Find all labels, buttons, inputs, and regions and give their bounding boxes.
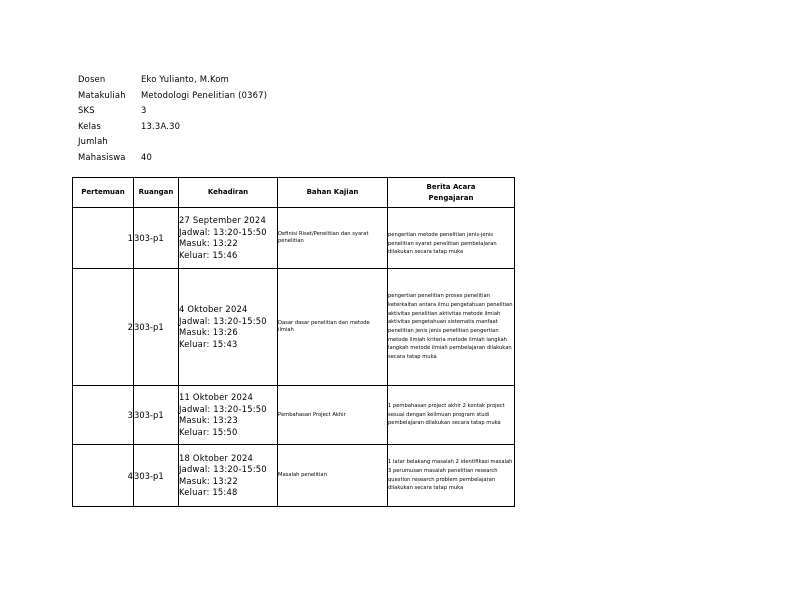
row-material: Pembahasan Project Akhir bbox=[278, 386, 388, 445]
attendance-date: 4 Oktober 2024 bbox=[179, 304, 248, 314]
attendance-out: Keluar: 15:50 bbox=[179, 426, 238, 437]
row-room: 303-p1 bbox=[134, 445, 179, 507]
row-number: 2 bbox=[73, 269, 134, 386]
attendance-schedule: Jadwal: 13:20-15:50 bbox=[179, 226, 267, 237]
attendance-out: Keluar: 15:48 bbox=[179, 487, 238, 497]
dosen-label: Dosen bbox=[78, 74, 106, 84]
teaching-report-text: pengertian metode penelitian jenis-jenis penelitian syarat penelitian pembelajaran dilakukan secara tatap muka bbox=[388, 231, 497, 256]
row-teaching-report bbox=[388, 445, 515, 507]
kelas-label: Kelas bbox=[78, 120, 102, 131]
sks-value: 3 bbox=[141, 105, 147, 115]
row-teaching-report bbox=[388, 208, 515, 269]
row-teaching-report bbox=[388, 269, 515, 386]
row-material: Dasar dasar penelitian dan metode ilmiah bbox=[278, 269, 388, 386]
mahasiswa-value: 40 bbox=[141, 151, 153, 162]
teaching-report-text: pengertian penelitian proses penelitian keterkaitan antara ilmu pengetahuan penelitian aktivitas penelitian aktivitas metode ilmiah aktivitas pengetahuan sistematis manfaat penelitian jenis jenis penelitian pengertian metode ilmiah kriteria metode ilmiah langkah langkah metode ilmiah pembelajaran dilakukan secara tatap muka bbox=[388, 293, 513, 361]
attendance-in: Masuk: 13:26 bbox=[179, 327, 238, 337]
teaching-report-text: 1 pembahasan project akhir 2 kontak project sesuai dengan keilmuan program studi pembelajaran dilakukan secara tatap muka bbox=[388, 402, 505, 427]
matakuliah-value: Metodologi Penelitian (0367) bbox=[141, 89, 268, 100]
row-attendance bbox=[179, 445, 278, 507]
header-bahan-kajian: Bahan Kajian bbox=[278, 178, 388, 208]
row-attendance bbox=[179, 386, 278, 445]
table-header-row bbox=[73, 178, 515, 208]
matakuliah-label: Matakuliah bbox=[78, 89, 126, 100]
attendance-date: 27 September 2024 bbox=[179, 215, 266, 225]
header-berita-acara: Berita Acara Pengajaran bbox=[388, 178, 515, 208]
row-material: Masalah penelitian bbox=[278, 445, 388, 507]
attendance-schedule: Jadwal: 13:20-15:50 bbox=[179, 315, 267, 326]
table-row bbox=[73, 208, 515, 269]
table-row bbox=[73, 386, 515, 445]
attendance-date: 11 Oktober 2024 bbox=[179, 392, 254, 402]
header-pertemuan: Pertemuan bbox=[73, 178, 134, 208]
attendance-out: Keluar: 15:46 bbox=[179, 249, 238, 260]
jumlah-label: Jumlah bbox=[78, 136, 108, 146]
dosen-value: Eko Yulianto, M.Kom bbox=[141, 74, 229, 84]
kelas-value: 13.3A.30 bbox=[141, 120, 181, 131]
row-teaching-report bbox=[388, 386, 515, 445]
attendance-in: Masuk: 13:22 bbox=[179, 475, 238, 486]
table-row bbox=[73, 445, 515, 507]
table-row bbox=[73, 269, 515, 386]
sks-label: SKS bbox=[78, 105, 95, 115]
row-number: 3 bbox=[73, 386, 134, 445]
header-kehadiran: Kehadiran bbox=[179, 178, 278, 208]
row-number: 1 bbox=[73, 208, 134, 269]
mahasiswa-label: Mahasiswa bbox=[78, 151, 126, 162]
row-number: 4 bbox=[73, 445, 134, 507]
row-material: Definisi Riset/Penelitian dan syarat penelitian bbox=[278, 208, 388, 269]
attendance-in: Masuk: 13:23 bbox=[179, 415, 238, 425]
attendance-table bbox=[72, 177, 515, 507]
attendance-in: Masuk: 13:22 bbox=[179, 238, 238, 248]
row-attendance bbox=[179, 269, 278, 386]
teaching-report-text: 1 latar belakang masalah 2 identifikasi masalah 3 perumusan masalah penelitian research question research problem pembelajaran dilakukan secara tatap muka bbox=[388, 459, 513, 492]
row-attendance bbox=[179, 208, 278, 269]
attendance-schedule: Jadwal: 13:20-15:50 bbox=[179, 464, 267, 474]
header-ruangan: Ruangan bbox=[134, 178, 179, 208]
row-room: 303-p1 bbox=[134, 269, 179, 386]
row-room: 303-p1 bbox=[134, 208, 179, 269]
row-room: 303-p1 bbox=[134, 386, 179, 445]
attendance-out: Keluar: 15:43 bbox=[179, 338, 238, 349]
attendance-date: 18 Oktober 2024 bbox=[179, 452, 254, 463]
attendance-schedule: Jadwal: 13:20-15:50 bbox=[179, 403, 267, 414]
